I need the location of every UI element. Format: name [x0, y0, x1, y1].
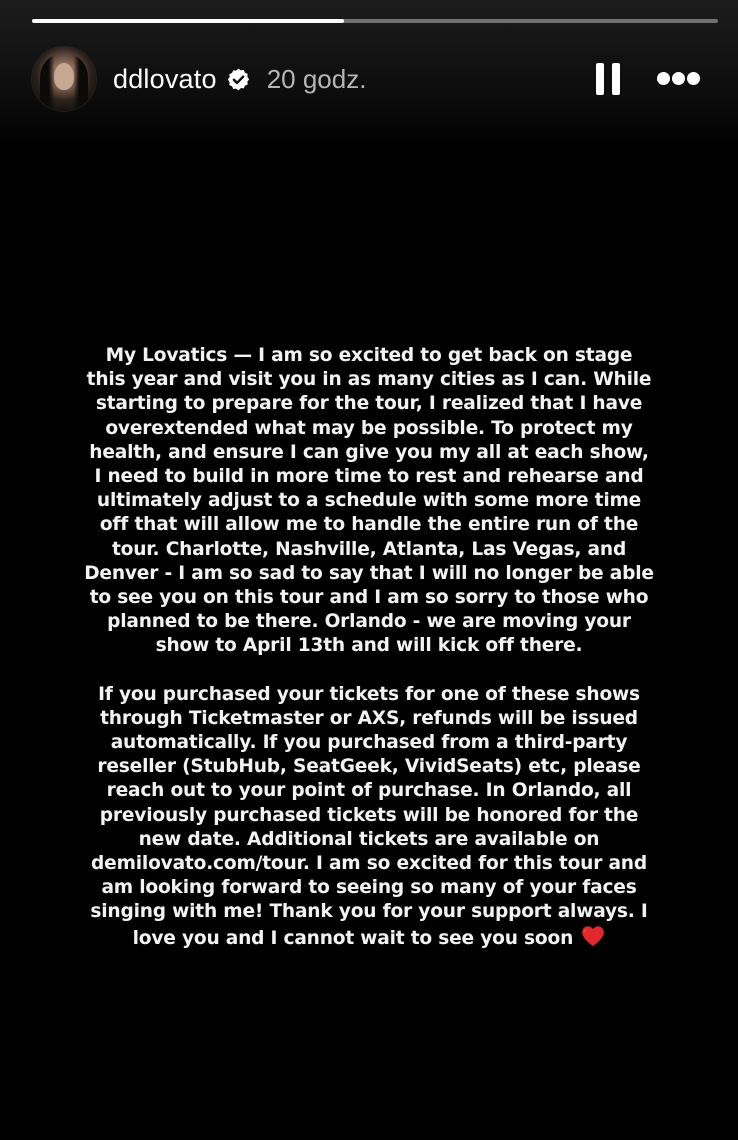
red-heart-icon: [581, 925, 605, 947]
story-announcement-text: [84, 344, 654, 951]
post-timestamp: 20 godz.: [266, 63, 367, 94]
verified-badge-icon: [226, 67, 251, 92]
announcement-paragraph-2: [84, 683, 654, 951]
more-options-button[interactable]: [655, 68, 701, 90]
pause-button[interactable]: [594, 63, 622, 95]
story-progress-bar: [32, 19, 718, 23]
more-icon-dot: [687, 72, 700, 85]
avatar-hair: [40, 53, 88, 111]
username[interactable]: ddlovato: [113, 63, 217, 94]
pause-icon-bar-left: [596, 63, 604, 95]
announcement-paragraph-2-text: If you purchased your tickets for one of these shows through Ticketmaster or AXS, refunds will be issued automatically. If you purchased from a third-party reseller (StubHub, SeatGeek, VividSeats) etc, please reach out to your point of purchase. In Orlando, all previously purchased tickets will be honored for the new date. Additional tickets are available on demilovato.com/tour. I am so excited for this tour and am looking forward to seeing so many of your faces singing with me! Thank you for your support always. I love you and I cannot wait to see you soon: [90, 683, 648, 949]
more-icon-dot: [672, 72, 685, 85]
pause-icon-bar-right: [612, 63, 620, 95]
story-progress-fill: [32, 19, 344, 23]
story-header: [32, 47, 366, 111]
more-icon-dot: [657, 72, 670, 85]
avatar[interactable]: [32, 47, 96, 111]
announcement-paragraph-1: My Lovatics — I am so excited to get back on stage this year and visit you in as many cities as I can. While starting to prepare for the tour, I realized that I have overextended what may be possible. To protect my health, and ensure I can give you my all at each show, I need to build in more time to rest and rehearse and ultimately adjust to a schedule with some more time off that will allow me to handle the entire run of the tour. Charlotte, Nashville, Atlanta, Las Vegas, and Denver - I am so sad to say that I will no longer be able to see you on this tour and I am so sorry to those who planned to be there. Orlando - we are moving your show to April 13th and will kick off there.: [84, 345, 654, 657]
